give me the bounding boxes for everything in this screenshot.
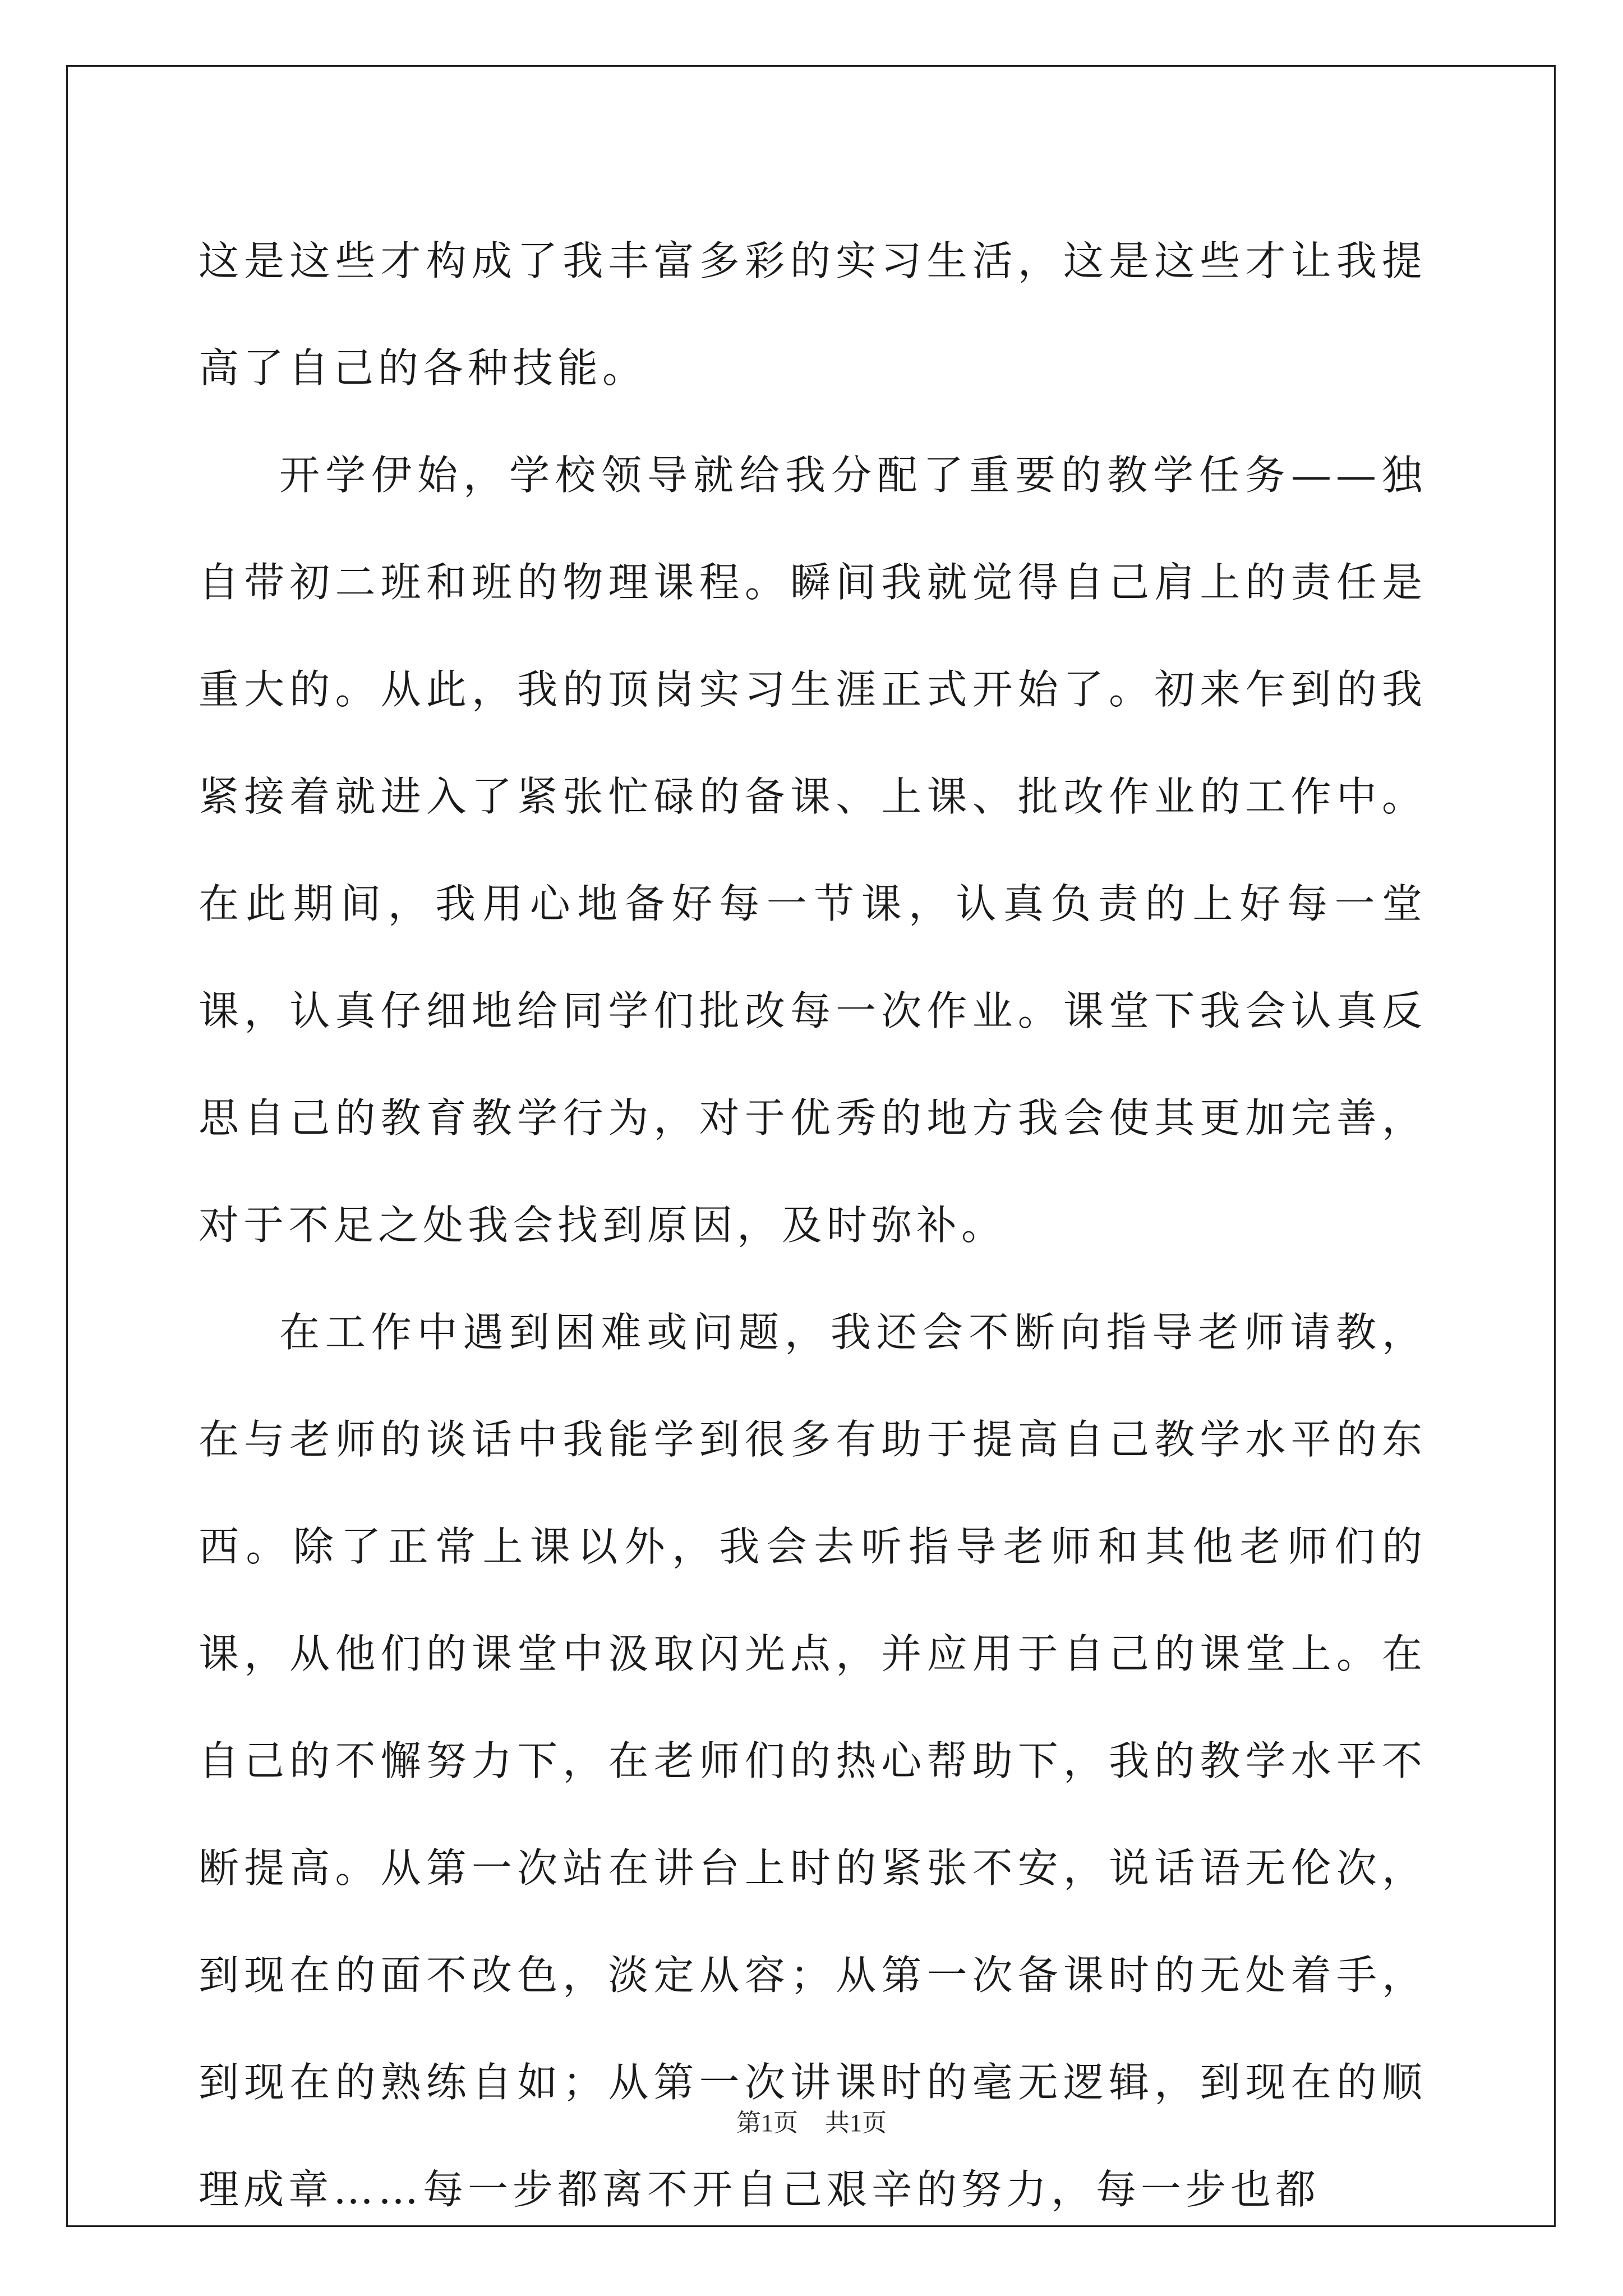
page-number-total: 共1页: [825, 2109, 887, 2137]
page-footer: [0, 2106, 1623, 2140]
page-number-current: 第1页: [736, 2109, 798, 2137]
paragraph-1: 这是这些才构成了我丰富多彩的实习生活，这是这些才让我提高了自己的各种技能。: [199, 237, 1427, 392]
paragraph-2: 开学伊始，学校领导就给我分配了重要的教学任务——独自带初二班和班的物理课程。瞬间我就觉得自己肩上的责任是重大的。从此，我的顶岗实习生涯正式开始了。初来乍到的我紧接着就进入了紧张忙碌的备课、上课、批改作业的工作中。在此期间，我用心地备好每一节课，认真负责的上好每一堂课，认真仔细地给同学们批改每一次作业。课堂下我会认真反思自己的教育教学行为，对于优秀的地方我会使其更加完善，对于不足之处我会找到原因，及时弥补。: [199, 452, 1427, 1249]
document-body: [199, 208, 1427, 2243]
paragraph-3: 在工作中遇到困难或问题，我还会不断向指导老师请教，在与老师的谈话中我能学到很多有助于提高自己教学水平的东西。除了正常上课以外，我会去听指导老师和其他老师们的课，从他们的课堂中汲取闪光点，并应用于自己的课堂上。在自己的不懈努力下，在老师们的热心帮助下，我的教学水平不断提高。从第一次站在讲台上时的紧张不安，说话语无伦次，到现在的面不改色，淡定从容；从第一次备课时的无处着手，到现在的熟练自如；从第一次讲课时的毫无逻辑，到现在的顺理成章……每一步都离不开自己艰辛的努力，每一步也都: [199, 1309, 1427, 2213]
